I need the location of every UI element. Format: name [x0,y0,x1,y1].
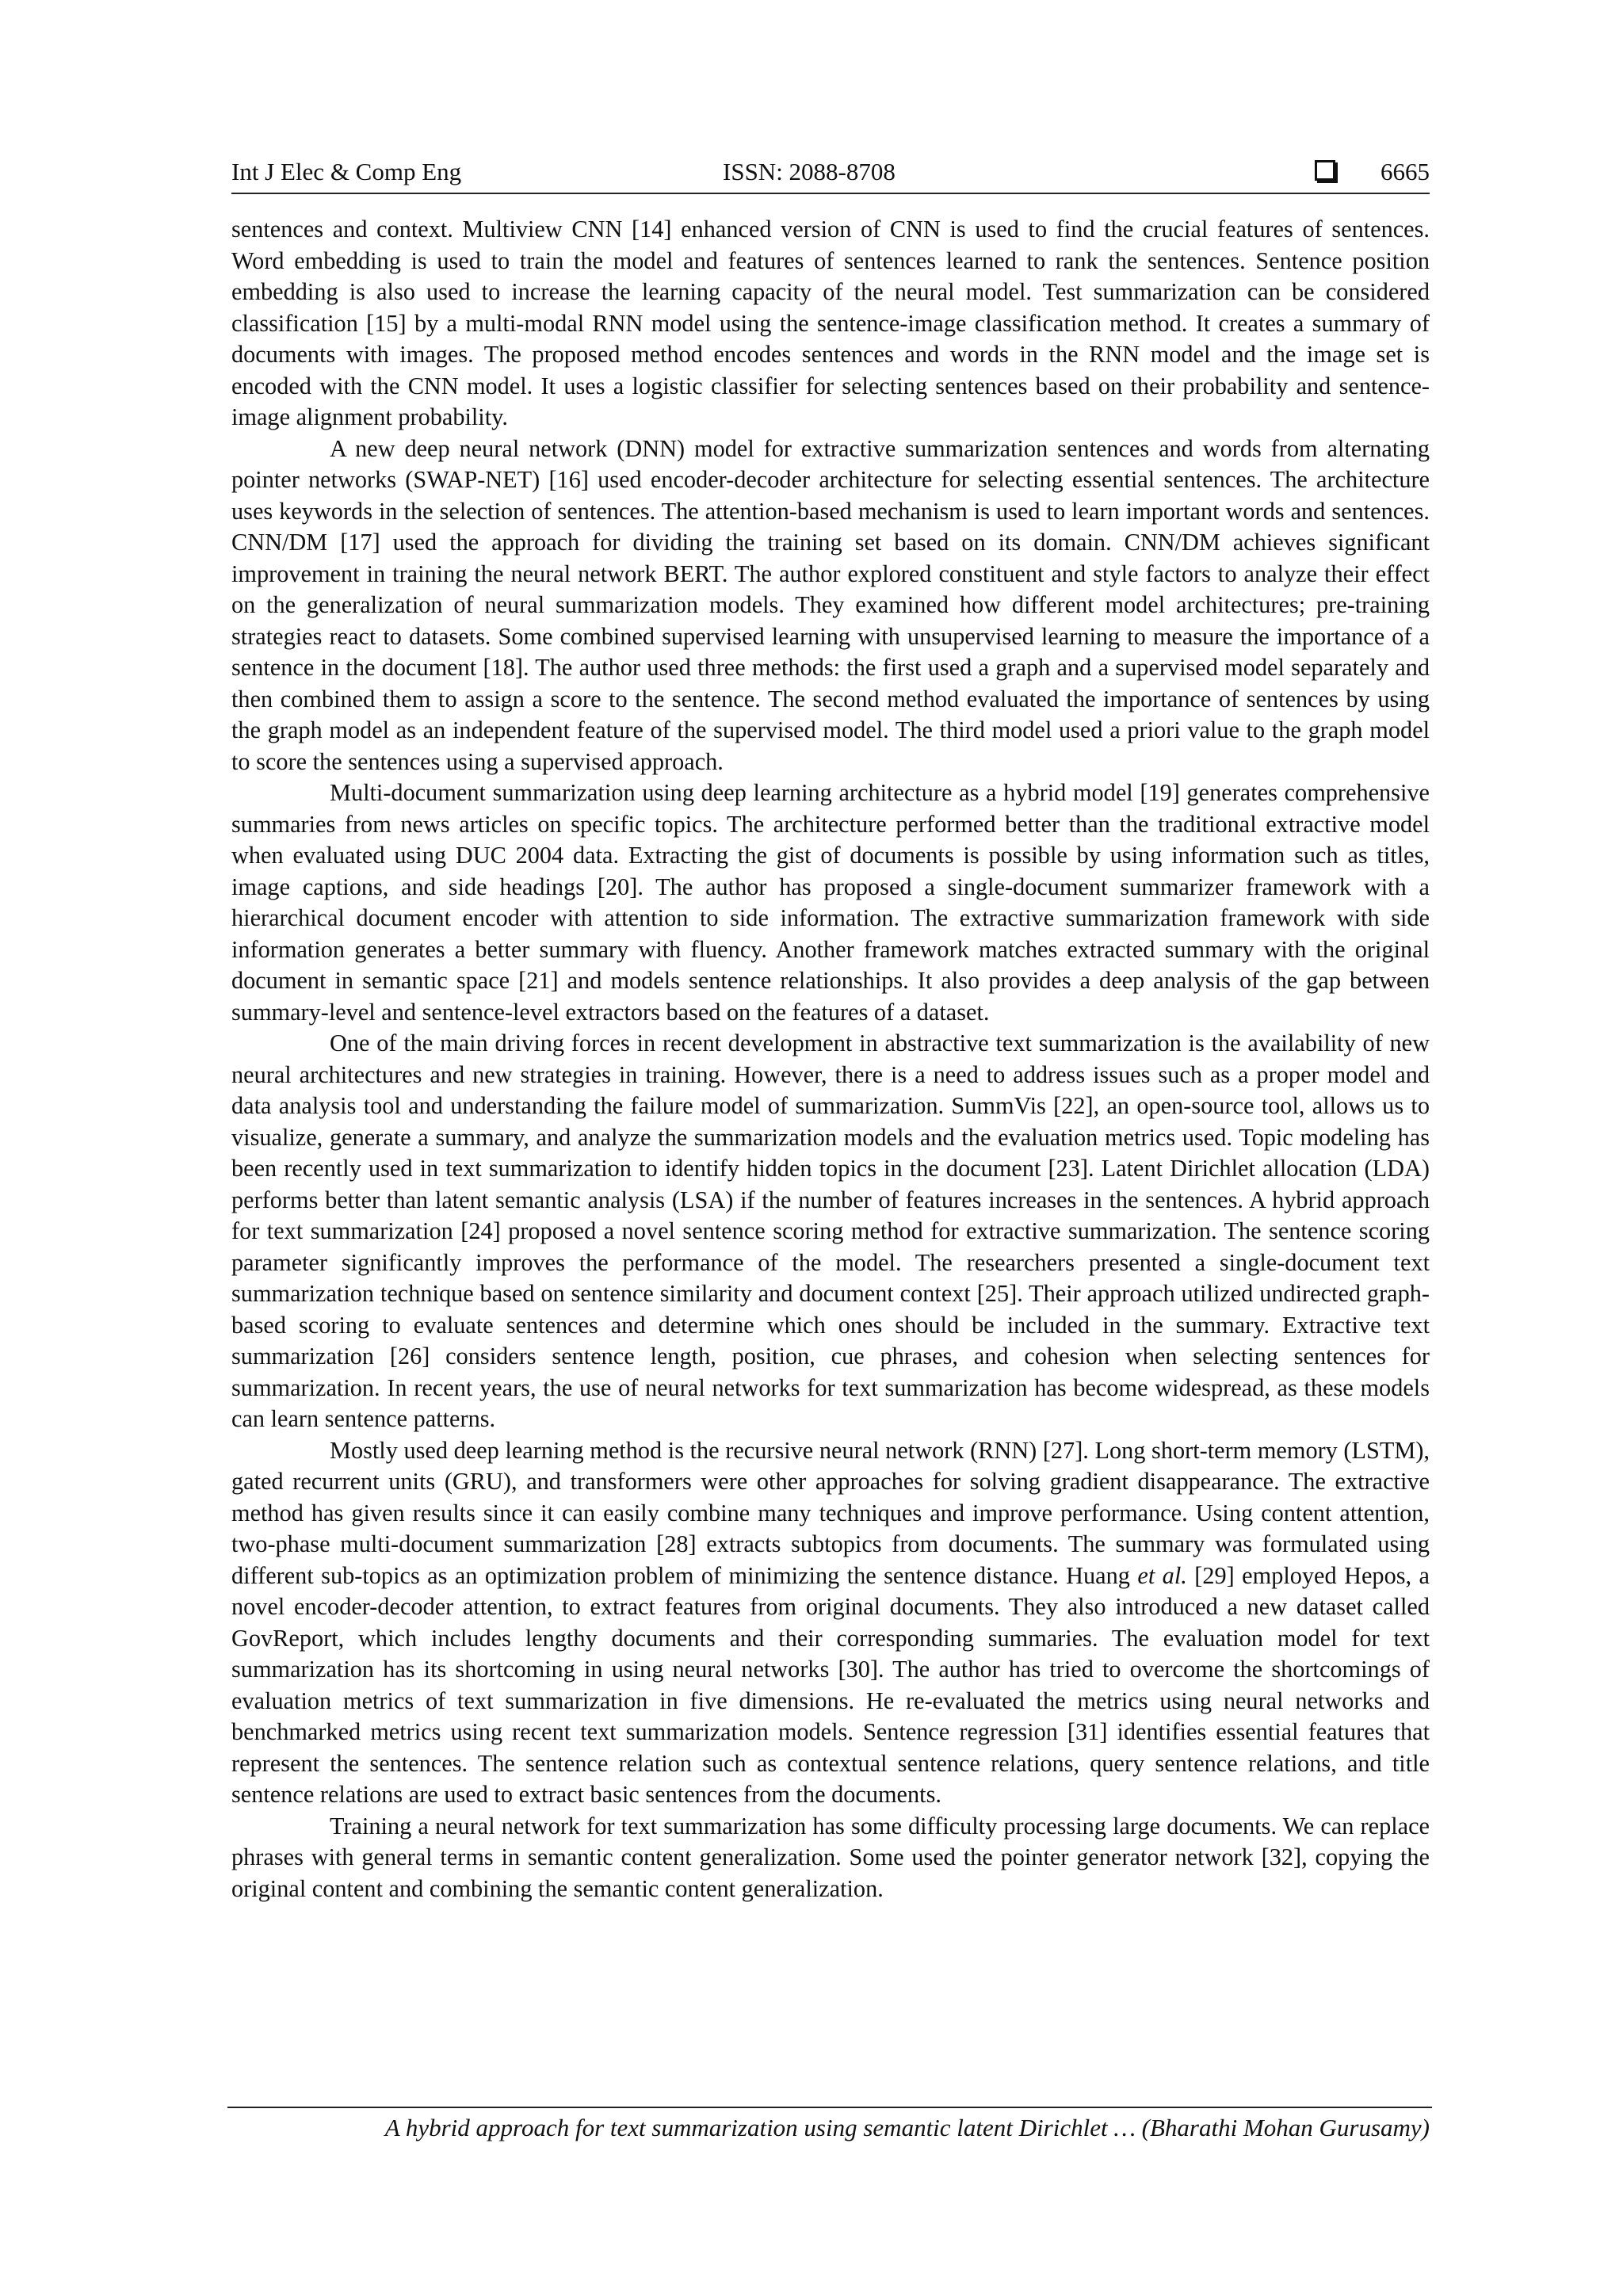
paragraph-1: sentences and context. Multiview CNN [14] enhanced version of CNN is used to find the crucial features of sentences. Word embedding is used to train the model and features of sentences learned to rank the sentences. Sentence position embedding is also used to increase the learning capacity of the neural model. Test summarization can be considered classification [15] by a multi-modal RNN model using the sentence-image classification method. It creates a summary of documents with images. The proposed method encodes sentences and words in the RNN model and the image set is encoded with the CNN model. It uses a logistic classifier for selecting sentences based on their probability and sentence-image alignment probability. [231,216,1430,430]
checkbox-square-icon [1315,160,1335,181]
et-al-italic: et al. [1137,1561,1187,1589]
paragraph-5-part-2: [29] employed Hepos, a novel encoder-decoder attention, to extract features from original documents. They also introduced a new dataset called GovReport, which includes lengthy documents and their corresponding summaries. The evaluation model for text summarization has its shortcoming in using neural networks [30]. The author has tried to overcome the shortcomings of evaluation metrics of text summarization in five dimensions. He re-evaluated the metrics using neural networks and benchmarked metrics using recent text summarization models. Sentence regression [31] identifies essential features that represent the sentences. The sentence relation such as contextual sentence relations, query sentence relations, and title sentence relations are used to extract basic sentences from the documents. [231,1561,1430,1808]
journal-name: Int J Elec & Comp Eng [231,158,462,185]
paragraph-2: A new deep neural network (DNN) model for extractive summarization sentences and words from alternating pointer networks (SWAP-NET) [16] used encoder-decoder architecture for selecting essential sentences. The architecture uses keywords in the selection of sentences. The attention-based mechanism is used to learn important words and sentences. CNN/DM [17] used the approach for dividing the training set based on its domain. CNN/DM achieves significant improvement in training the neural network BERT. The author explored constituent and style factors to analyze their effect on the generalization of neural summarization models. They examined how different model architectures; pre-training strategies react to datasets. Some combined supervised learning with unsupervised learning to measure the importance of a sentence in the document [18]. The author used three methods: the first used a graph and a supervised model separately and then combined them to assign a score to the sentence. The second method evaluated the importance of sentences by using the graph model as an independent feature of the supervised model. The third model used a priori value to the graph model to score the sentences using a supervised approach. [231,434,1430,775]
footer-divider [227,2107,1432,2108]
paragraph-6: Training a neural network for text summarization has some difficulty processing large documents. We can replace phrases with general terms in semantic content generalization. Some used the pointer generator network [32], copying the original content and combining the semantic content generalization. [231,1812,1430,1902]
issn-label: ISSN: 2088-8708 [723,158,896,185]
paragraph-5-part-1: Mostly used deep learning method is the recursive neural network (RNN) [27]. Long short-term memory (LSTM), gated recurrent units (GRU), and transformers were other approaches for solving gradient disappearance. The extractive method has given results since it can easily combine many techniques and improve performance. Using content attention, two-phase multi-document summarization [28] extracts subtopics from documents. The summary was formulated using different sub-topics as an optimization problem of minimizing the sentence distance. Huang [231,1436,1430,1589]
paragraph-3: Multi-document summarization using deep learning architecture as a hybrid model [19] generates comprehensive summaries from news articles on specific topics. The architecture performed better than the traditional extractive model when evaluated using DUC 2004 data. Extracting the gist of documents is possible by using information such as titles, image captions, and side headings [20]. The author has proposed a single-document summarizer framework with a hierarchical document encoder with attention to side information. The extractive summarization framework with side information generates a better summary with fluency. Another framework matches extracted summary with the original document in semantic space [21] and models sentence relationships. It also provides a deep analysis of the gap between summary-level and sentence-level extractors based on the features of a dataset. [231,779,1430,1026]
page-header [231,155,1430,194]
page-number: 6665 [1381,158,1430,185]
running-footer: A hybrid approach for text summarization using semantic latent Dirichlet … (Bharathi Mohan Gurusamy) [384,2114,1430,2141]
paragraph-4: One of the main driving forces in recent development in abstractive text summarization is the availability of new neural architectures and new strategies in training. However, there is a need to address issues such as a proper model and data analysis tool and understanding the failure model of summarization. SummVis [22], an open-source tool, allows us to visualize, generate a summary, and analyze the summarization models and the evaluation metrics used. Topic modeling has been recently used in text summarization to identify hidden topics in the document [23]. Latent Dirichlet allocation (LDA) performs better than latent semantic analysis (LSA) if the number of features increases in the sentences. A hybrid approach for text summarization [24] proposed a novel sentence scoring method for extractive summarization. The sentence scoring parameter significantly improves the performance of the model. The researchers presented a single-document text summarization technique based on sentence similarity and document context [25]. Their approach utilized undirected graph-based scoring to evaluate sentences and determine which ones should be included in the summary. Extractive text summarization [26] considers sentence length, position, cue phrases, and cohesion when selecting sentences for summarization. In recent years, the use of neural networks for text summarization has become widespread, as these models can learn sentence patterns. [231,1030,1430,1432]
body-text [231,214,1430,1904]
paragraph-5 [231,1435,1430,1811]
